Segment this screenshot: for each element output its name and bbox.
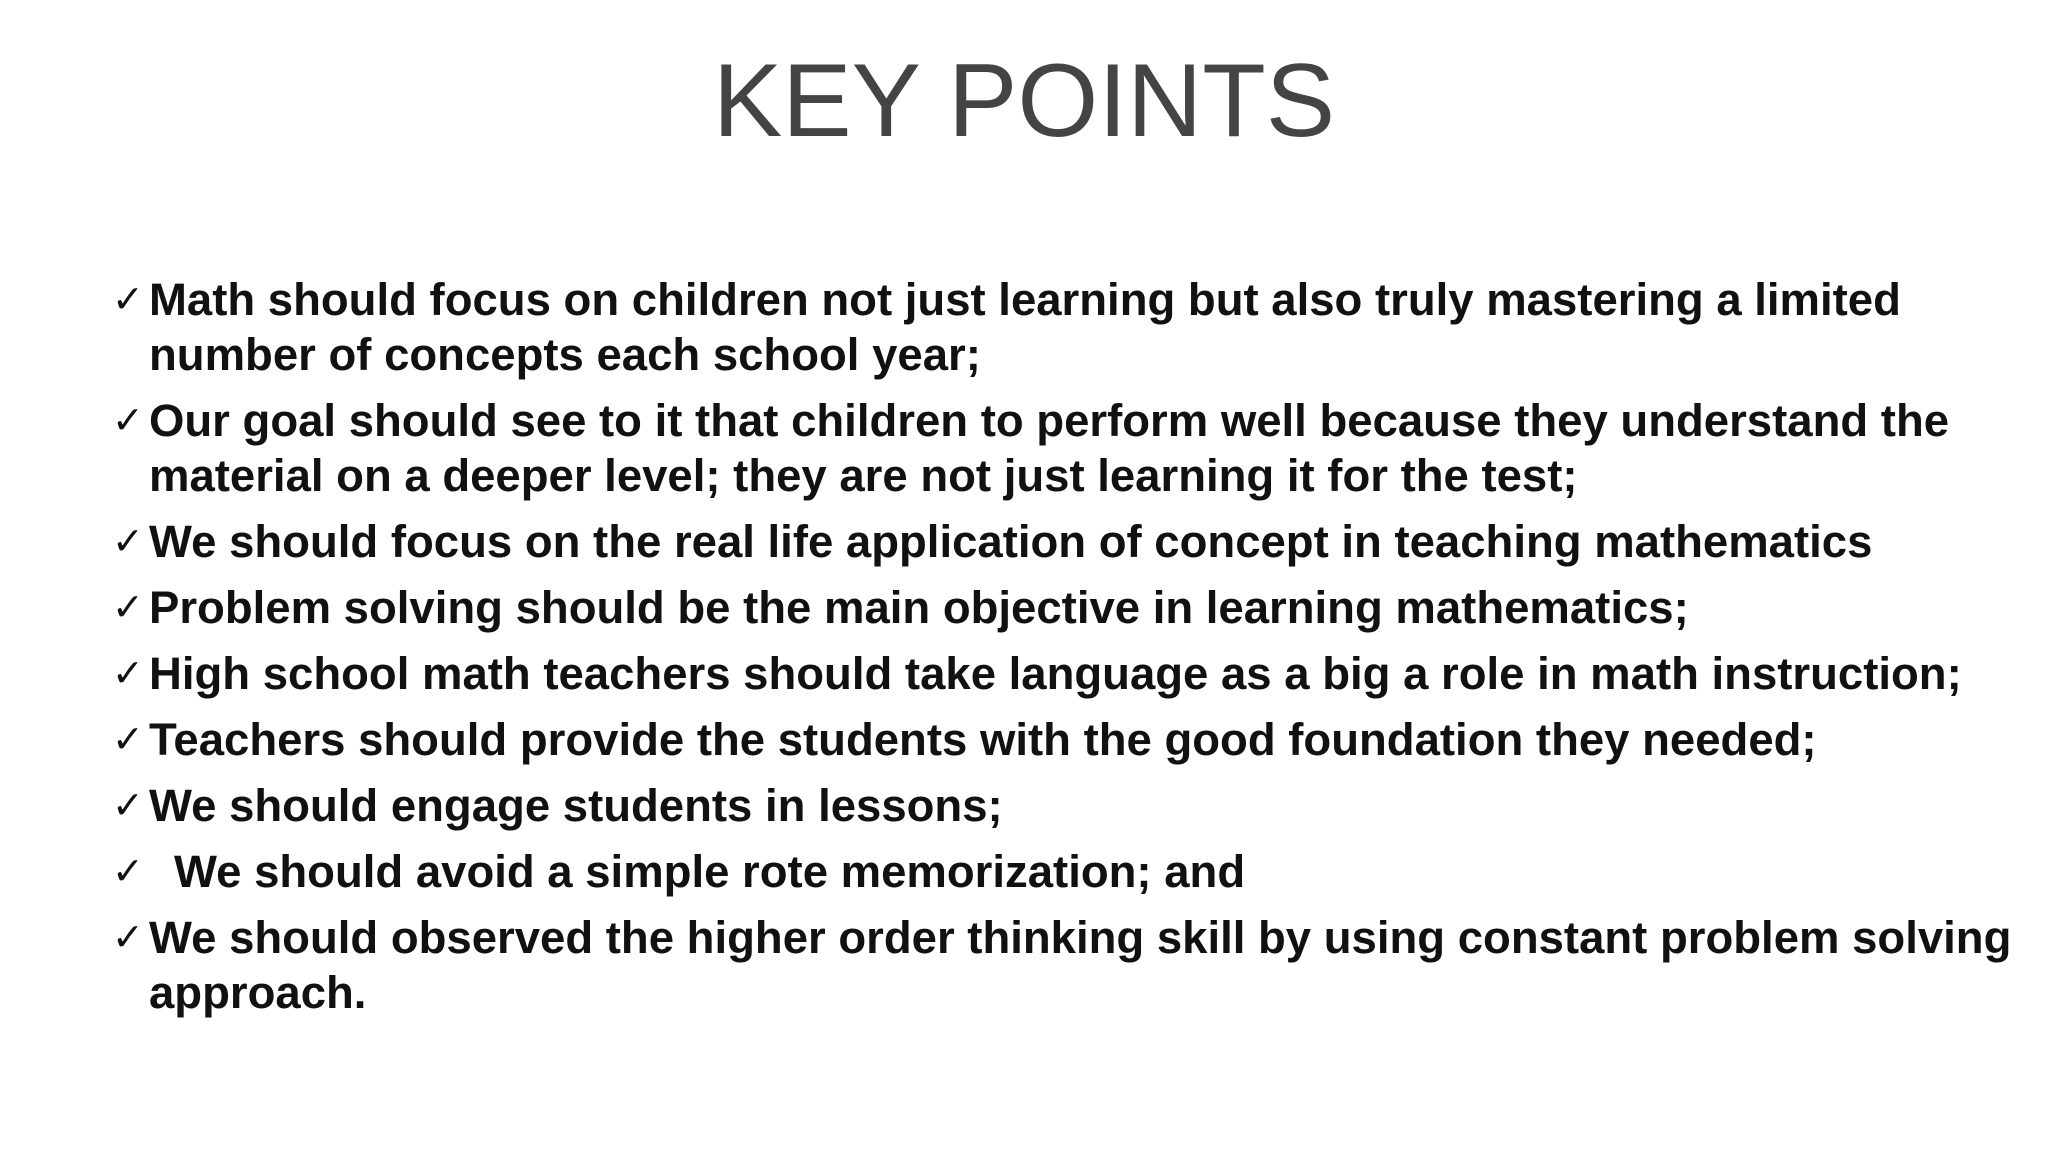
check-icon: ✓ [112, 651, 144, 695]
check-icon: ✓ [112, 398, 144, 442]
list-item [112, 272, 2012, 382]
list-item [112, 580, 2012, 635]
list-item-text: Math should focus on children not just learning but also truly mastering a limited number of concepts each school year; [149, 274, 1901, 380]
check-icon: ✓ [112, 717, 144, 761]
list-item-text: Problem solving should be the main objective in learning mathematics; [149, 582, 1689, 633]
check-icon: ✓ [112, 277, 144, 321]
list-item [112, 844, 2012, 899]
check-icon: ✓ [112, 849, 144, 893]
list-item [112, 910, 2012, 1020]
list-item-text: We should avoid a simple rote memorization; and [174, 846, 1246, 897]
list-item [112, 393, 2012, 503]
check-icon: ✓ [112, 519, 144, 563]
list-item-text: High school math teachers should take language as a big a role in math instruction; [149, 648, 1962, 699]
list-item-text: Our goal should see to it that children to perform well because they understand the material on a deeper level; they are not just learning it for the test; [149, 395, 1950, 501]
check-icon: ✓ [112, 783, 144, 827]
key-points-list [112, 272, 2012, 1031]
list-item [112, 646, 2012, 701]
slide-title: KEY POINTS [712, 43, 1336, 159]
list-item-text: We should observed the higher order thinking skill by using constant problem solving approach. [149, 912, 2012, 1018]
list-item-text: We should focus on the real life application of concept in teaching mathematics [149, 516, 1873, 567]
list-item [112, 514, 2012, 569]
check-icon: ✓ [112, 585, 144, 629]
check-icon: ✓ [112, 915, 144, 959]
list-item [112, 778, 2012, 833]
list-item [112, 712, 2012, 767]
list-item-text: Teachers should provide the students with the good foundation they needed; [149, 714, 1817, 765]
list-item-text: We should engage students in lessons; [149, 780, 1003, 831]
